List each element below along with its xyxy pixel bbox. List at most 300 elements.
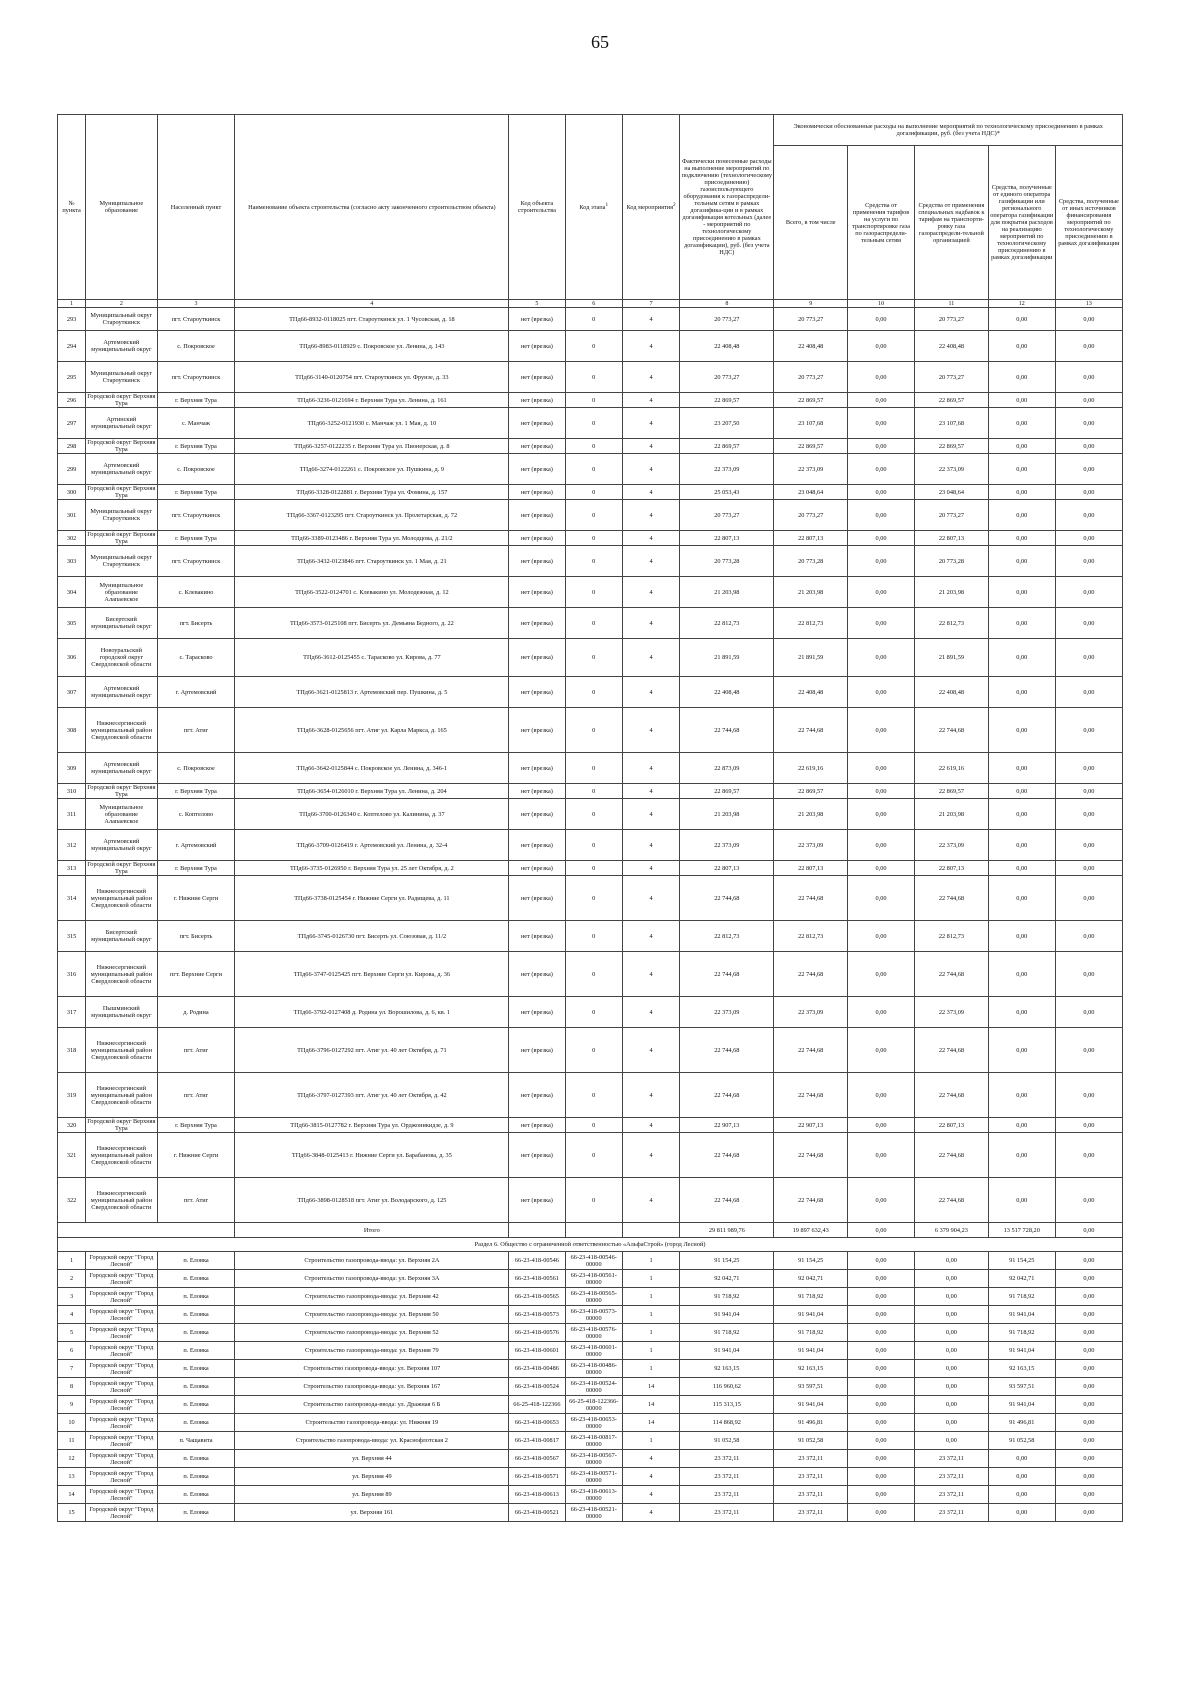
cell-row-number: 307 xyxy=(58,677,86,708)
cell-row-number: 314 xyxy=(58,876,86,921)
cell-object-code: нет (врезка) xyxy=(509,485,565,500)
cell-municipality: Городской округ Верхняя Тура xyxy=(87,393,156,407)
cell-object-name: Строительство газопровода-ввода: ул. Верхняя 3А xyxy=(235,1270,509,1288)
cell-municipality: Нижнесергинский муниципальный район Свердловской области xyxy=(86,1178,157,1223)
cell-object-code: нет (врезка) xyxy=(509,921,565,952)
cell-event-code: 4 xyxy=(622,1028,679,1073)
table-row xyxy=(58,454,1123,485)
cell-object-code: нет (врезка) xyxy=(509,799,565,830)
cell-operator-funds: 0,00 xyxy=(988,677,1055,708)
cell-actual-costs: 25 053,43 xyxy=(680,485,774,500)
cell-object-code: нет (врезка) xyxy=(509,677,565,708)
cell-tariff-funds: 0,00 xyxy=(848,608,915,639)
cell-actual-costs: 91 052,58 xyxy=(680,1432,774,1450)
cell-total-costs: 91 496,81 xyxy=(774,1414,848,1432)
cell-event-code: 4 xyxy=(622,1486,679,1504)
cell-settlement: п. Еловка xyxy=(157,1378,235,1396)
cell-stage-code: 0 xyxy=(565,393,622,408)
column-number: 1 xyxy=(58,300,86,308)
cell-event-code: 1 xyxy=(622,1306,679,1324)
cell-stage-code: 66-23-418-00486-00000 xyxy=(565,1360,622,1378)
cell-tariff-funds: 0,00 xyxy=(848,921,915,952)
cell-other-funds: 0,00 xyxy=(1055,1306,1122,1324)
cell-other-funds: 0,00 xyxy=(1055,485,1122,500)
cell-other-funds: 0,00 xyxy=(1055,362,1122,393)
cell-object-code: нет (врезка) xyxy=(509,308,565,331)
cell-operator-funds: 0,00 xyxy=(988,531,1055,546)
table-row xyxy=(58,1252,1123,1270)
cell-row-number: 7 xyxy=(58,1360,86,1378)
header-event-code: Код мероприятия$^2$ xyxy=(622,115,679,300)
cell-actual-costs: 22 812,73 xyxy=(680,608,774,639)
cell-settlement: п. Еловка xyxy=(157,1450,235,1468)
cell-settlement: пгт. Атиг xyxy=(157,1073,235,1118)
cell-total-costs: 21 203,98 xyxy=(774,799,848,830)
cell-other-funds: 0,00 xyxy=(1055,1360,1122,1378)
cell-event-code: 4 xyxy=(622,708,679,753)
cell-object-code: нет (врезка) xyxy=(509,577,565,608)
cell-stage-code: 0 xyxy=(565,921,622,952)
cell-tariff-funds: 0,00 xyxy=(848,1252,915,1270)
cell-total-costs: 22 619,16 xyxy=(774,753,848,784)
cell-total-costs: 22 869,57 xyxy=(774,393,848,408)
cell-stage-code: 0 xyxy=(565,952,622,997)
cell-actual-costs: 20 773,28 xyxy=(680,546,774,577)
header-special-surcharge-funds: Средства от применения специальных надбавок к тарифам на транспорти-ровку газа газораспредели-тельной организацией xyxy=(915,146,989,300)
cell-settlement: г. Верхняя Тура xyxy=(157,784,235,799)
column-number: 4 xyxy=(235,300,509,308)
cell-stage-code: 66-23-418-00571-00000 xyxy=(565,1468,622,1486)
cell-total-costs: 22 408,48 xyxy=(774,677,848,708)
cell-total-costs: 23 372,11 xyxy=(774,1468,848,1486)
total-c8: 29 811 989,76 xyxy=(680,1223,774,1238)
cell-event-code: 4 xyxy=(622,677,679,708)
cell-total-costs: 20 773,27 xyxy=(774,500,848,531)
cell-other-funds: 0,00 xyxy=(1055,531,1122,546)
cell-row-number: 300 xyxy=(58,485,86,500)
cell-total-costs: 92 163,15 xyxy=(774,1360,848,1378)
cell-operator-funds: 0,00 xyxy=(988,997,1055,1028)
cell-surcharge-funds: 22 807,13 xyxy=(915,861,989,876)
cell-total-costs: 22 807,13 xyxy=(774,861,848,876)
page-number: 65 xyxy=(591,32,609,52)
cell-stage-code: 66-25-418-122366-00000 xyxy=(565,1396,622,1414)
cell-tariff-funds: 0,00 xyxy=(848,1133,915,1178)
cell-object-name: Строительство газопровода-ввода: ул. Верхняя 79 xyxy=(235,1342,509,1360)
cell-total-costs: 22 744,68 xyxy=(774,876,848,921)
table-row xyxy=(58,639,1123,677)
cell-surcharge-funds: 0,00 xyxy=(915,1378,989,1396)
table-row xyxy=(58,1432,1123,1450)
cell-actual-costs: 22 744,68 xyxy=(680,708,774,753)
cell-actual-costs: 21 203,98 xyxy=(680,577,774,608)
cell-object-code: нет (врезка) xyxy=(509,393,565,408)
cell-event-code: 4 xyxy=(622,861,679,876)
cell-actual-costs: 116 960,62 xyxy=(680,1378,774,1396)
cell-stage-code: 0 xyxy=(565,546,622,577)
cell-total-costs: 91 718,92 xyxy=(774,1324,848,1342)
cell-operator-funds: 0,00 xyxy=(988,1133,1055,1178)
cell-tariff-funds: 0,00 xyxy=(848,639,915,677)
cell-operator-funds: 0,00 xyxy=(988,485,1055,500)
cell-municipality: Артемовский муниципальный округ xyxy=(86,331,157,362)
cell-stage-code: 66-23-418-00565-00000 xyxy=(565,1288,622,1306)
table-row xyxy=(58,577,1123,608)
section-title: Раздел 6. Общество с ограниченной ответственностью «АльфаСтрой» (город Лесной) xyxy=(58,1238,1123,1252)
cell-actual-costs: 23 372,11 xyxy=(680,1504,774,1522)
cell-total-costs: 22 744,68 xyxy=(774,952,848,997)
cell-total-costs: 91 941,04 xyxy=(774,1342,848,1360)
cell-object-name: ТПд66-3257-0122235 г. Верхняя Тура ул. Пионерская, д. 8 xyxy=(235,439,509,454)
cell-object-code: 66-23-418-00524 xyxy=(509,1378,565,1396)
cell-actual-costs: 22 744,68 xyxy=(680,952,774,997)
table-row xyxy=(58,830,1123,861)
cell-event-code: 4 xyxy=(622,308,679,331)
cell-row-number: 293 xyxy=(58,308,86,331)
cell-other-funds: 0,00 xyxy=(1055,861,1122,876)
cell-surcharge-funds: 22 373,09 xyxy=(915,830,989,861)
cell-event-code: 4 xyxy=(622,952,679,997)
cell-object-name: ТПд66-3797-0127393 пгт. Атиг ул. 40 лет Октября, д. 42 xyxy=(235,1073,509,1118)
cell-event-code: 1 xyxy=(622,1342,679,1360)
cell-event-code: 4 xyxy=(622,876,679,921)
cell-settlement: п. Еловка xyxy=(157,1270,235,1288)
cell-row-number: 306 xyxy=(58,639,86,677)
cell-actual-costs: 22 807,13 xyxy=(680,861,774,876)
cell-stage-code: 0 xyxy=(565,1178,622,1223)
cell-actual-costs: 91 154,25 xyxy=(680,1252,774,1270)
cell-actual-costs: 91 718,92 xyxy=(680,1324,774,1342)
cell-actual-costs: 22 744,68 xyxy=(680,1178,774,1223)
cell-surcharge-funds: 23 372,11 xyxy=(915,1450,989,1468)
table-row xyxy=(58,1288,1123,1306)
cell-other-funds: 0,00 xyxy=(1055,1378,1122,1396)
cell-stage-code: 0 xyxy=(565,500,622,531)
cell-object-name: ТПд66-3621-0125813 г. Артемовский пер. Пушкина, д. 5 xyxy=(235,677,509,708)
cell-object-code: 66-23-418-00486 xyxy=(509,1360,565,1378)
cell-row-number: 308 xyxy=(58,708,86,753)
cell-settlement: г. Верхняя Тура xyxy=(157,531,235,546)
cell-stage-code: 0 xyxy=(565,876,622,921)
cell-object-code: 66-23-418-00567 xyxy=(509,1450,565,1468)
cell-settlement: п. Еловка xyxy=(157,1414,235,1432)
cell-event-code: 4 xyxy=(622,485,679,500)
cell-stage-code: 66-23-418-00601-00000 xyxy=(565,1342,622,1360)
cell-operator-funds: 0,00 xyxy=(988,308,1055,331)
cell-object-code: нет (врезка) xyxy=(509,861,565,876)
table-row xyxy=(58,393,1123,408)
cell-row-number: 313 xyxy=(58,861,86,876)
cell-event-code: 4 xyxy=(622,830,679,861)
cell-row-number: 320 xyxy=(58,1118,86,1133)
cell-actual-costs: 92 163,15 xyxy=(680,1360,774,1378)
header-object-code: Код объекта строительства xyxy=(509,115,565,300)
cell-actual-costs: 91 941,04 xyxy=(680,1306,774,1324)
cell-actual-costs: 22 812,73 xyxy=(680,921,774,952)
table-row xyxy=(58,861,1123,876)
cell-total-costs: 22 907,13 xyxy=(774,1118,848,1133)
table-row xyxy=(58,1178,1123,1223)
cell-surcharge-funds: 22 812,73 xyxy=(915,608,989,639)
cell-object-name: Строительство газопровода-ввода: ул. Верхняя 42 xyxy=(235,1288,509,1306)
header-tariff-funds: Средства от применения тарифов на услуги по транспортировке газа по газораспредели-тельным сетям xyxy=(848,146,915,300)
cell-surcharge-funds: 0,00 xyxy=(915,1414,989,1432)
cell-object-code: 66-23-418-00573 xyxy=(509,1306,565,1324)
table-row xyxy=(58,308,1123,331)
cell-total-costs: 91 052,58 xyxy=(774,1432,848,1450)
cell-object-code: нет (врезка) xyxy=(509,1178,565,1223)
table-row xyxy=(58,500,1123,531)
cell-tariff-funds: 0,00 xyxy=(848,1378,915,1396)
cell-municipality: Бисертский муниципальный округ xyxy=(86,608,157,639)
cell-other-funds: 0,00 xyxy=(1055,1342,1122,1360)
cell-municipality: Артемовский муниципальный округ xyxy=(86,677,157,708)
table-total xyxy=(58,1223,1123,1252)
cell-tariff-funds: 0,00 xyxy=(848,408,915,439)
cell-actual-costs: 91 941,04 xyxy=(680,1342,774,1360)
table-row xyxy=(58,1342,1123,1360)
cell-total-costs: 23 372,11 xyxy=(774,1504,848,1522)
cell-operator-funds: 0,00 xyxy=(988,1178,1055,1223)
cell-tariff-funds: 0,00 xyxy=(848,1073,915,1118)
table-row xyxy=(58,708,1123,753)
cell-settlement: пгт. Верхние Серги xyxy=(157,952,235,997)
cell-municipality: Городской округ "Город Лесной" xyxy=(86,1378,157,1396)
cell-tariff-funds: 0,00 xyxy=(848,1396,915,1414)
cell-object-name: ТПд66-3709-0126419 г. Артемовский ул. Ленина, д. 32-4 xyxy=(235,830,509,861)
table-row xyxy=(58,439,1123,454)
header-actual-costs: Фактически понесенные расходы на выполнение мероприятий по подключению (технологическому присоединению) газоиспользующего оборудования к газораспредели-тельным сетям в рамках догазифика-ции и в рамках догазификация котельных (далее - мероприятий по технологическому присоединению в рамках догазификации), руб. (без учета НДС) xyxy=(680,115,774,300)
cell-object-name: Строительство газопровода-ввода: ул. Верхняя 2А xyxy=(235,1252,509,1270)
cell-other-funds: 0,00 xyxy=(1055,1468,1122,1486)
cell-operator-funds: 91 496,81 xyxy=(988,1414,1055,1432)
cell-row-number: 302 xyxy=(58,531,86,546)
cell-operator-funds: 0,00 xyxy=(988,1073,1055,1118)
cell-object-name: ТПд66-8932-0118025 пгт. Староуткинск ул. 1 Чусовская, д. 18 xyxy=(235,308,509,331)
cell-settlement: г. Верхняя Тура xyxy=(157,393,235,408)
table-row xyxy=(58,546,1123,577)
cell-municipality: Городской округ "Город Лесной" xyxy=(86,1468,157,1486)
cell-operator-funds: 93 597,51 xyxy=(988,1378,1055,1396)
cell-total-costs: 22 869,57 xyxy=(774,784,848,799)
header-operator-funds: Средства, полученные от единого оператора газификации или регионального оператора газификации для покрытия расходов на реализацию мероприятий по технологическому присоединению в рамках догазификации xyxy=(988,146,1055,300)
cell-stage-code: 66-23-418-00817-00000 xyxy=(565,1432,622,1450)
table-row xyxy=(58,799,1123,830)
cell-total-costs: 22 807,13 xyxy=(774,531,848,546)
cell-other-funds: 0,00 xyxy=(1055,1252,1122,1270)
table-row xyxy=(58,952,1123,997)
total-c10: 0,00 xyxy=(848,1223,915,1238)
table-row xyxy=(58,753,1123,784)
cell-object-name: Строительство газопровода-ввода: ул. Верхняя 52 xyxy=(235,1324,509,1342)
cell-object-name: ТПд66-3252-0121930 с. Манчаж ул. 1 Мая, д. 10 xyxy=(235,408,509,439)
cell-row-number: 295 xyxy=(58,362,86,393)
cell-operator-funds: 0,00 xyxy=(988,1450,1055,1468)
cell-tariff-funds: 0,00 xyxy=(848,1324,915,1342)
cell-object-code: нет (врезка) xyxy=(509,1028,565,1073)
cell-event-code: 4 xyxy=(622,1133,679,1178)
cell-tariff-funds: 0,00 xyxy=(848,1270,915,1288)
cell-municipality: Городской округ "Город Лесной" xyxy=(86,1252,157,1270)
column-number: 5 xyxy=(509,300,565,308)
cell-municipality: Нижнесергинский муниципальный район Свердловской области xyxy=(86,952,157,997)
total-row xyxy=(58,1223,1123,1238)
cell-event-code: 1 xyxy=(622,1360,679,1378)
table-row xyxy=(58,1118,1123,1133)
cell-operator-funds: 91 052,58 xyxy=(988,1432,1055,1450)
table-row xyxy=(58,408,1123,439)
cell-settlement: пгт. Атиг xyxy=(157,708,235,753)
cell-municipality: Муниципальное образование Алапаевское xyxy=(86,799,157,830)
cell-object-name: Строительство газопровода-ввода: ул. Нижняя 19 xyxy=(235,1414,509,1432)
cell-operator-funds: 0,00 xyxy=(988,1118,1055,1133)
header-stage-code: Код этапа$^1$ xyxy=(565,115,622,300)
cell-row-number: 15 xyxy=(58,1504,86,1522)
cell-event-code: 4 xyxy=(622,331,679,362)
cell-surcharge-funds: 23 372,11 xyxy=(915,1486,989,1504)
cell-municipality: Новоуральский городской округ Свердловской области xyxy=(86,639,157,677)
cell-object-name: ТПд66-3140-0120754 пгт. Староуткинск ул. Фрунзе, д. 33 xyxy=(235,362,509,393)
cell-operator-funds: 91 718,92 xyxy=(988,1324,1055,1342)
cell-object-name: ТПд66-3796-0127292 пгт. Атиг ул. 40 лет Октября, д. 71 xyxy=(235,1028,509,1073)
cell-surcharge-funds: 0,00 xyxy=(915,1288,989,1306)
table-row xyxy=(58,485,1123,500)
cell-row-number: 9 xyxy=(58,1396,86,1414)
cell-municipality: Городской округ "Город Лесной" xyxy=(86,1360,157,1378)
cell-stage-code: 0 xyxy=(565,639,622,677)
cell-municipality: Артемовский муниципальный округ xyxy=(86,830,157,861)
cell-object-name: ТПд66-3792-0127408 д. Родина ул. Ворошилова, д. 6, кв. 1 xyxy=(235,997,509,1028)
cell-actual-costs: 22 807,13 xyxy=(680,531,774,546)
cell-settlement: п. Еловка xyxy=(157,1468,235,1486)
cell-object-name: ТПд66-3700-0126340 с. Коптелово ул. Калинина, д. 37 xyxy=(235,799,509,830)
cell-other-funds: 0,00 xyxy=(1055,1133,1122,1178)
column-number: 12 xyxy=(988,300,1055,308)
cell-tariff-funds: 0,00 xyxy=(848,861,915,876)
cell-surcharge-funds: 0,00 xyxy=(915,1306,989,1324)
column-number: 13 xyxy=(1055,300,1122,308)
cell-row-number: 301 xyxy=(58,500,86,531)
cell-other-funds: 0,00 xyxy=(1055,1118,1122,1133)
cell-surcharge-funds: 22 869,57 xyxy=(915,784,989,799)
cell-stage-code: 66-23-418-00521-00000 xyxy=(565,1504,622,1522)
header-row-number: № пункта xyxy=(58,115,86,300)
cell-municipality: Артемовский муниципальный округ xyxy=(86,454,157,485)
table-row xyxy=(58,1486,1123,1504)
cell-event-code: 4 xyxy=(622,546,679,577)
cell-municipality: Городской округ "Город Лесной" xyxy=(86,1288,157,1306)
cell-settlement: с. Коптелово xyxy=(157,799,235,830)
cell-operator-funds: 91 154,25 xyxy=(988,1252,1055,1270)
cell-other-funds: 0,00 xyxy=(1055,784,1122,799)
cell-object-name: ТПд66-3432-0123846 пгт. Староуткинск ул. 1 Мая, д. 21 xyxy=(235,546,509,577)
cell-stage-code: 0 xyxy=(565,1028,622,1073)
cell-operator-funds: 0,00 xyxy=(988,500,1055,531)
table-row xyxy=(58,331,1123,362)
cell-total-costs: 21 203,98 xyxy=(774,577,848,608)
cell-stage-code: 0 xyxy=(565,439,622,454)
cell-total-costs: 22 373,09 xyxy=(774,454,848,485)
cell-other-funds: 0,00 xyxy=(1055,1028,1122,1073)
cell-stage-code: 0 xyxy=(565,485,622,500)
cell-actual-costs: 22 744,68 xyxy=(680,1073,774,1118)
cell-actual-costs: 91 718,92 xyxy=(680,1288,774,1306)
cell-row-number: 3 xyxy=(58,1288,86,1306)
cell-event-code: 4 xyxy=(622,362,679,393)
cell-object-name: ТПд66-3389-0123486 г. Верхняя Тура ул. Молодцова, д. 21/2 xyxy=(235,531,509,546)
cell-settlement: п. Еловка xyxy=(157,1504,235,1522)
cell-municipality: Городской округ Верхняя Тура xyxy=(87,531,156,545)
cell-operator-funds: 0,00 xyxy=(988,362,1055,393)
cell-other-funds: 0,00 xyxy=(1055,308,1122,331)
cell-event-code: 4 xyxy=(622,531,679,546)
cell-event-code: 4 xyxy=(622,408,679,439)
cell-total-costs: 21 891,59 xyxy=(774,639,848,677)
cell-event-code: 4 xyxy=(622,753,679,784)
cell-municipality: Муниципальный округ Староуткинск xyxy=(86,546,157,577)
cell-settlement: п. Чащавита xyxy=(157,1432,235,1450)
cell-surcharge-funds: 21 203,98 xyxy=(915,799,989,830)
cell-tariff-funds: 0,00 xyxy=(848,1468,915,1486)
cell-object-name: ТПд66-3236-0121694 г. Верхняя Тура ул. Ленина, д. 161 xyxy=(235,393,509,408)
column-number: 2 xyxy=(86,300,157,308)
cell-object-name: ТПд66-3612-0125455 с. Тарасково ул. Кирова, д. 77 xyxy=(235,639,509,677)
cell-row-number: 305 xyxy=(58,608,86,639)
cell-operator-funds: 0,00 xyxy=(988,408,1055,439)
cell-event-code: 4 xyxy=(622,1073,679,1118)
cell-actual-costs: 22 744,68 xyxy=(680,876,774,921)
cell-municipality: Муниципальный округ Староуткинск xyxy=(86,362,157,393)
cell-settlement: г. Верхняя Тура xyxy=(157,485,235,500)
cell-actual-costs: 22 873,09 xyxy=(680,753,774,784)
cell-stage-code: 66-23-418-00567-00000 xyxy=(565,1450,622,1468)
cell-row-number: 1 xyxy=(58,1252,86,1270)
cell-object-name: Строительство газопровода-ввода: ул. Верхняя 50 xyxy=(235,1306,509,1324)
cell-row-number: 298 xyxy=(58,439,86,454)
cell-actual-costs: 22 408,48 xyxy=(680,677,774,708)
cell-object-code: нет (врезка) xyxy=(509,952,565,997)
cell-total-costs: 22 744,68 xyxy=(774,1028,848,1073)
cell-other-funds: 0,00 xyxy=(1055,1270,1122,1288)
cell-other-funds: 0,00 xyxy=(1055,500,1122,531)
cell-event-code: 14 xyxy=(622,1378,679,1396)
cell-operator-funds: 0,00 xyxy=(988,1504,1055,1522)
cell-total-costs: 92 042,71 xyxy=(774,1270,848,1288)
cell-actual-costs: 23 207,50 xyxy=(680,408,774,439)
cell-municipality: Городской округ "Город Лесной" xyxy=(86,1270,157,1288)
table-row xyxy=(58,1306,1123,1324)
cell-row-number: 12 xyxy=(58,1450,86,1468)
cell-settlement: п. Еловка xyxy=(157,1360,235,1378)
cell-tariff-funds: 0,00 xyxy=(848,531,915,546)
cell-object-name: ТПд66-3573-0125108 пгт. Бисерть ул. Демьяна Бедного, д. 22 xyxy=(235,608,509,639)
cell-actual-costs: 22 869,57 xyxy=(680,393,774,408)
cell-object-name: ТПд66-8983-0118929 с. Покровское ул. Ленина, д. 143 xyxy=(235,331,509,362)
cell-row-number: 310 xyxy=(58,784,86,799)
cell-row-number: 303 xyxy=(58,546,86,577)
cell-other-funds: 0,00 xyxy=(1055,997,1122,1028)
cell-other-funds: 0,00 xyxy=(1055,1324,1122,1342)
cell-object-code: нет (врезка) xyxy=(509,500,565,531)
cell-stage-code: 66-23-418-00546-00000 xyxy=(565,1252,622,1270)
cell-municipality: Городской округ "Город Лесной" xyxy=(86,1324,157,1342)
cell-tariff-funds: 0,00 xyxy=(848,439,915,454)
cell-tariff-funds: 0,00 xyxy=(848,876,915,921)
cell-total-costs: 22 744,68 xyxy=(774,1073,848,1118)
cell-tariff-funds: 0,00 xyxy=(848,1342,915,1360)
cell-settlement: г. Верхняя Тура xyxy=(157,1118,235,1133)
cell-object-name: ТПд66-3747-0125425 пгт. Верхние Серги ул. Кирова, д. 36 xyxy=(235,952,509,997)
